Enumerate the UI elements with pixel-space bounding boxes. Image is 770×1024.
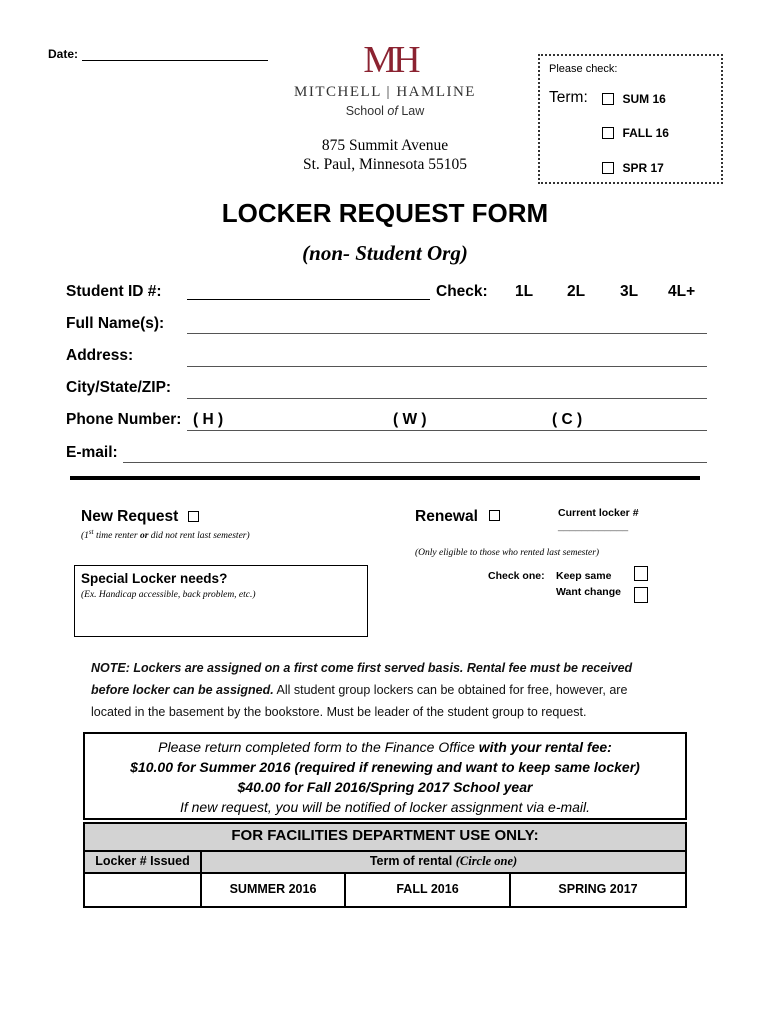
term-option-label: FALL 16: [622, 125, 669, 140]
year-option-3l[interactable]: 3L: [620, 283, 639, 300]
return-line1a: Please return completed form to the Finance Office: [158, 739, 479, 755]
full-name-label: Full Name(s):: [66, 315, 165, 332]
school-subtitle: [290, 104, 480, 118]
checkbox-sum16[interactable]: [602, 93, 614, 105]
term-of-rental-label: [202, 854, 685, 869]
form-title: LOCKER REQUEST FORM: [221, 198, 549, 228]
school-name-left: MITCHELL: [294, 84, 382, 100]
term-option-label: SPR 17: [622, 160, 664, 175]
school-logo-mark: MH: [363, 39, 417, 81]
new-request-label: New Request: [81, 508, 179, 525]
term-fall-2016[interactable]: FALL 2016: [396, 882, 459, 896]
student-id-input[interactable]: [187, 299, 430, 300]
special-needs-note: (Ex. Handicap accessible, back problem, etc.): [81, 590, 256, 600]
address-label: Address:: [66, 347, 134, 364]
checkbox-spr17[interactable]: [602, 162, 614, 174]
renewal-label: Renewal: [415, 508, 478, 525]
student-id-label: Student ID #:: [66, 283, 162, 300]
note-or: or: [139, 531, 149, 542]
form-subtitle: (non- Student Org): [302, 241, 468, 265]
note-c: did not rent last semester): [148, 531, 250, 542]
school-sub-of: of: [387, 104, 398, 118]
note-paragraph: [91, 657, 691, 723]
keep-same-checkbox[interactable]: [634, 566, 648, 581]
note-sup: st: [88, 528, 94, 536]
term-option-fall16[interactable]: [602, 124, 669, 142]
year-option-4l[interactable]: 4L+: [668, 283, 696, 300]
locker-issued-input[interactable]: [85, 874, 200, 906]
email-label: E-mail:: [66, 444, 118, 461]
renewal-note: (Only eligible to those who rented last semester): [415, 548, 600, 558]
school-name: MITCHELL | HAMLINE: [294, 84, 476, 100]
return-line3: $40.00 for Fall 2016/Spring 2017 School year: [237, 779, 533, 795]
circle-one-text: (Circle one): [455, 854, 518, 868]
phone-label: Phone Number:: [66, 411, 182, 428]
current-locker-label: Current locker #: [558, 507, 639, 519]
year-option-2l[interactable]: 2L: [567, 283, 586, 300]
phone-input[interactable]: [187, 430, 707, 431]
term-option-spr17[interactable]: [602, 159, 664, 177]
special-needs-title: Special Locker needs?: [81, 571, 228, 586]
year-option-1l[interactable]: 1L: [515, 283, 534, 300]
phone-home-label: ( H ): [193, 411, 224, 428]
locker-issued-label: Locker # Issued: [95, 854, 190, 868]
city-label: City/State/ZIP:: [66, 379, 172, 396]
return-line1b: with your rental fee:: [478, 739, 612, 755]
check-year-label: Check:: [436, 283, 488, 300]
city-input[interactable]: [187, 398, 707, 399]
address-input[interactable]: [187, 366, 707, 367]
school-sub-b: Law: [401, 104, 425, 118]
phone-work-label: ( W ): [393, 411, 427, 428]
note-b: time renter: [93, 531, 140, 542]
renewal-checkbox[interactable]: [489, 510, 500, 521]
return-instructions: [83, 737, 687, 817]
want-change-label: Want change: [556, 586, 621, 598]
term-prompt: Please check:: [549, 63, 618, 75]
date-label: Date:: [48, 47, 79, 61]
new-request-note: [81, 528, 250, 541]
check-one-label: Check one:: [488, 570, 545, 582]
return-line4: If new request, you will be notified of locker assignment via e-mail.: [179, 799, 591, 815]
keep-same-label: Keep same: [556, 570, 612, 582]
checkbox-fall16[interactable]: [602, 127, 614, 139]
facilities-header: FOR FACILITIES DEPARTMENT USE ONLY:: [231, 827, 539, 844]
school-name-right: HAMLINE: [396, 84, 476, 100]
date-input[interactable]: [82, 60, 268, 61]
note-bold-line1: NOTE: Lockers are assigned on a first come first served basis. Rental fee must be received: [91, 661, 633, 675]
school-address: [270, 136, 500, 174]
note-bold-line2: before locker can be assigned.: [91, 683, 274, 697]
term-of-rental-text: Term of rental: [369, 854, 456, 868]
term-summer-2016[interactable]: SUMMER 2016: [229, 882, 317, 896]
section-divider: [70, 476, 700, 480]
term-option-sum16[interactable]: [602, 90, 666, 108]
address-line2: St. Paul, Minnesota 55105: [302, 156, 468, 173]
term-option-label: SUM 16: [622, 91, 666, 106]
want-change-checkbox[interactable]: [634, 587, 648, 603]
note-plain-line2: All student group lockers can be obtained for free, however, are: [273, 683, 628, 697]
address-line1: 875 Summit Avenue: [321, 137, 449, 154]
note-a: (1: [81, 531, 89, 542]
term-label: Term:: [549, 89, 588, 106]
date-row: [48, 47, 78, 61]
new-request-checkbox[interactable]: [188, 511, 199, 522]
email-input[interactable]: [123, 462, 707, 463]
school-sub-a: School: [345, 104, 384, 118]
note-plain-line3: located in the basement by the bookstore. Must be leader of the student group to request.: [91, 705, 587, 719]
term-spring-2017[interactable]: SPRING 2017: [558, 882, 638, 896]
full-name-input[interactable]: [187, 333, 707, 334]
return-line2: $10.00 for Summer 2016 (required if renewing and want to keep same locker): [130, 759, 640, 775]
phone-cell-label: ( C ): [552, 411, 583, 428]
current-locker-input[interactable]: ____________: [558, 520, 629, 532]
